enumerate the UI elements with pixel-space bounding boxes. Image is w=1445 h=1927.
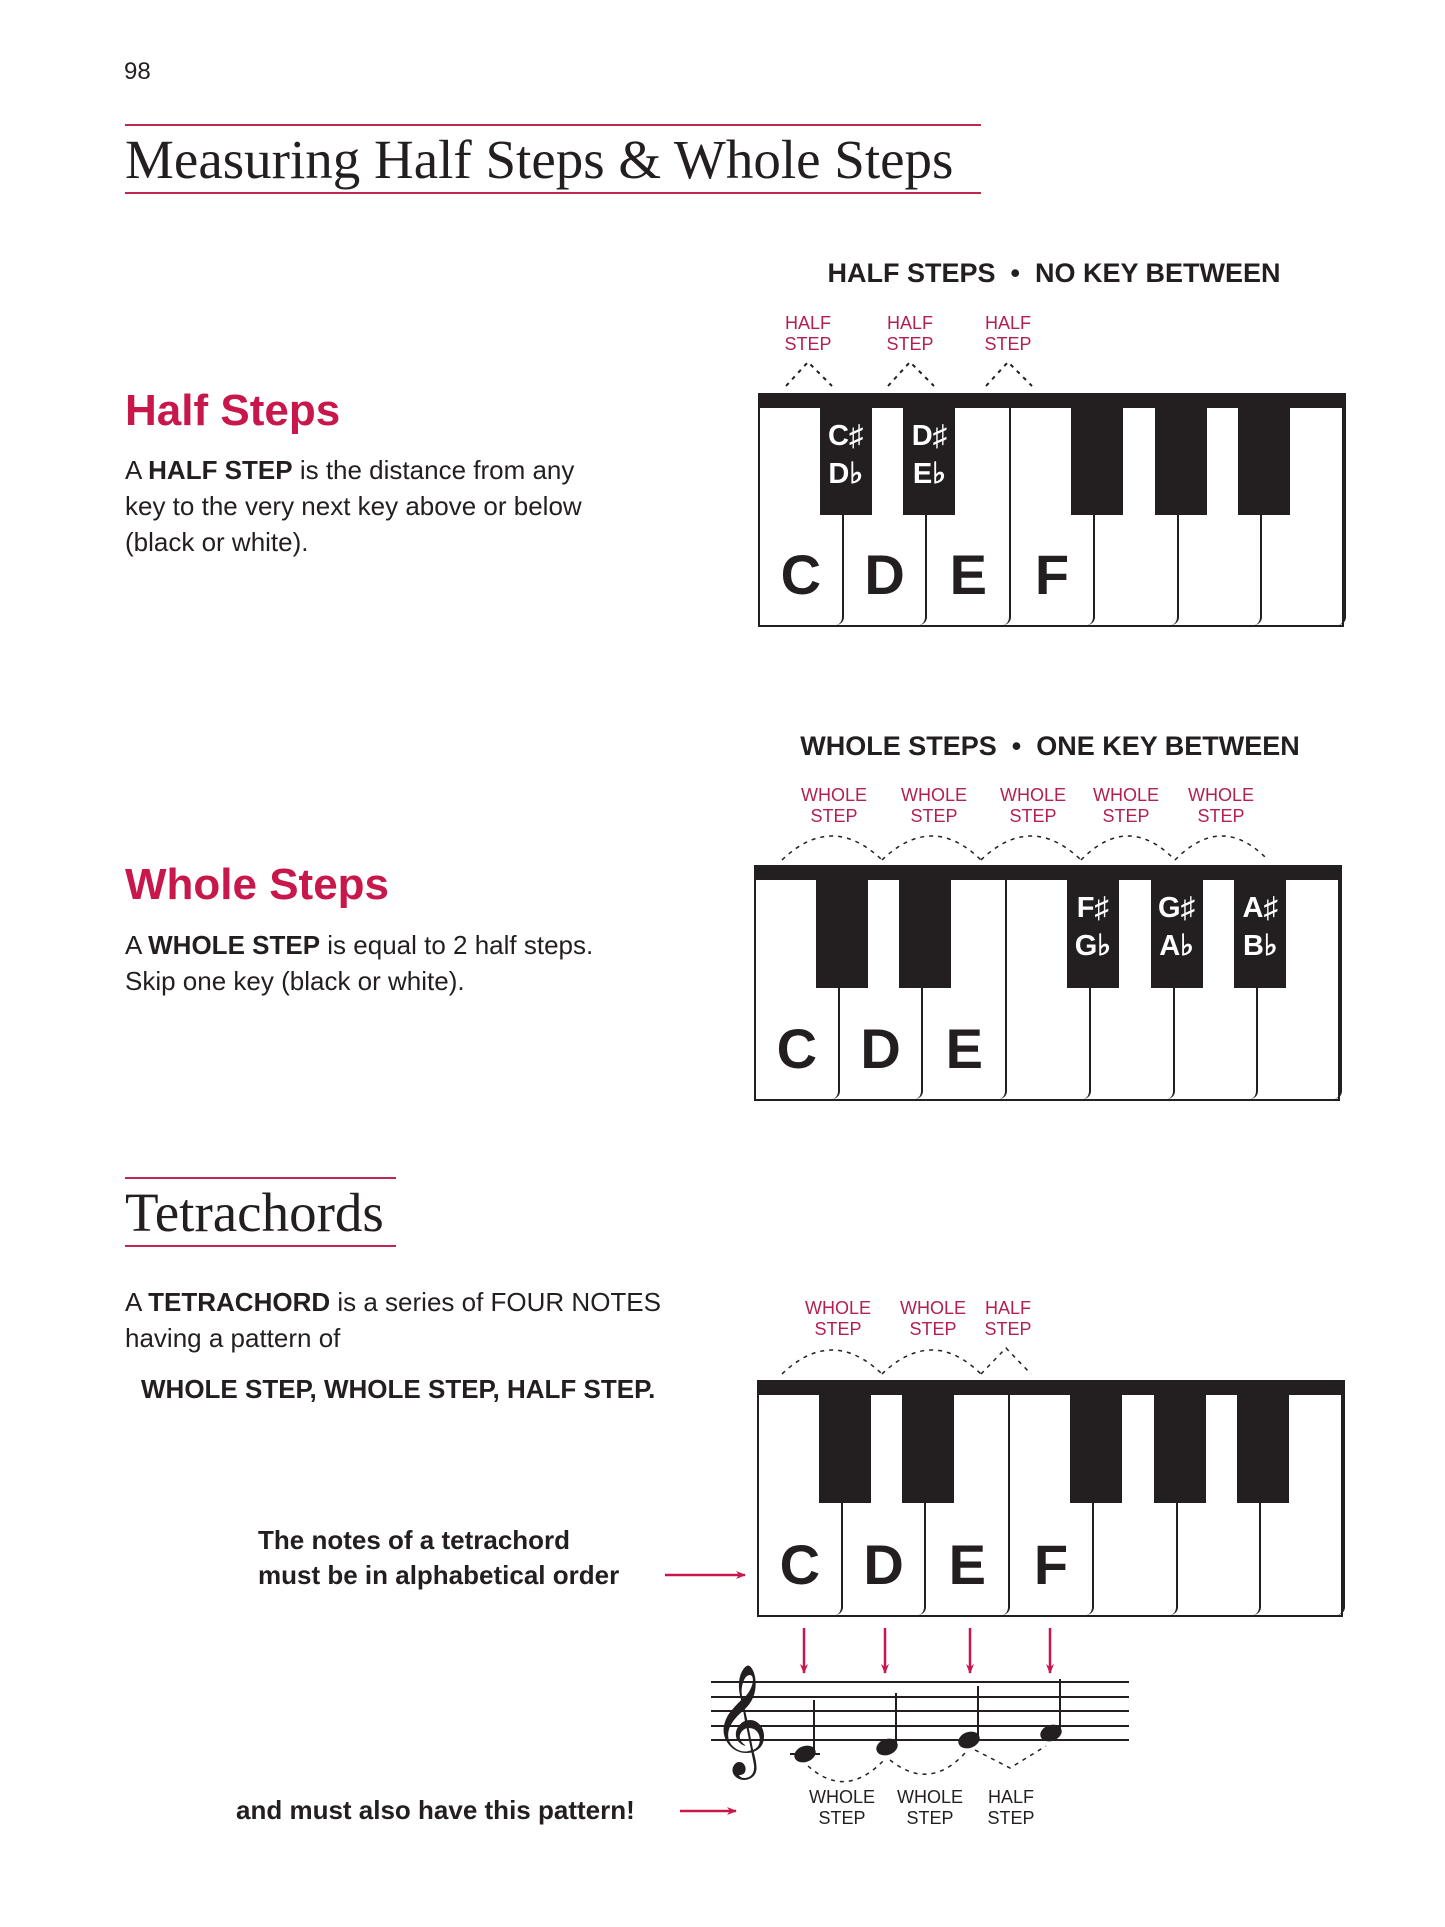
step-label-line: STEP: [906, 1808, 954, 1828]
step-label-line: WHOLE: [999, 785, 1067, 805]
step-label-line: HALF: [987, 1787, 1035, 1807]
text: is a series of FOUR NOTES: [330, 1287, 661, 1317]
sharp-name: F♯: [1076, 892, 1109, 924]
whole-steps-diagram-title: WHOLE STEPS • ONE KEY BETWEEN: [800, 731, 1300, 761]
step-label-line: STEP: [1197, 806, 1245, 826]
step-label-line: WHOLE: [800, 785, 868, 805]
step-label-line: WHOLE: [1187, 785, 1255, 805]
white-key-label: F: [1033, 1533, 1069, 1596]
step-label-line: STEP: [984, 1319, 1032, 1339]
step-label-line: WHOLE: [1092, 785, 1160, 805]
step-label-line: STEP: [784, 334, 832, 354]
term-tetrachord: TETRACHORD: [148, 1287, 331, 1317]
step-label-line: STEP: [818, 1808, 866, 1828]
text: The notes of a tetrachord: [258, 1525, 571, 1555]
text: Skip one key (black or white).: [125, 966, 465, 996]
sharp-name: G♯: [1158, 892, 1196, 924]
step-label-line: STEP: [987, 1808, 1035, 1828]
text: key to the very next key above or below: [125, 491, 582, 521]
step-label-line: WHOLE: [808, 1787, 876, 1807]
whole-steps-heading: Whole Steps: [125, 860, 390, 909]
white-key-label: D: [864, 543, 905, 606]
step-label-line: HALF: [984, 313, 1032, 333]
staff-step-arcs: [808, 1746, 1046, 1782]
page-title: Measuring Half Steps & Whole Steps: [125, 129, 954, 190]
flat-name: G♭: [1074, 930, 1111, 962]
sharp-name: D♯: [911, 420, 948, 452]
tetrachord-pattern: WHOLE STEP, WHOLE STEP, HALF STEP.: [141, 1374, 656, 1404]
staff-notes: [790, 1679, 1063, 1764]
step-label-line: STEP: [1009, 806, 1057, 826]
step-label-line: STEP: [910, 806, 958, 826]
treble-clef-icon: 𝄞: [712, 1663, 769, 1775]
white-key-label: E: [945, 1017, 983, 1080]
text: A: [125, 1287, 149, 1317]
white-key-label: C: [776, 1017, 818, 1080]
step-label-line: HALF: [784, 313, 832, 333]
white-key-label: D: [860, 1017, 901, 1080]
half-steps-heading: Half Steps: [125, 386, 341, 435]
white-key-label: E: [948, 1533, 986, 1596]
pattern-note: and must also have this pattern!: [236, 1795, 635, 1825]
white-key-label: C: [779, 1533, 821, 1596]
half-step-carets: [786, 362, 1032, 386]
step-label-line: STEP: [886, 334, 934, 354]
step-label-line: STEP: [810, 806, 858, 826]
flat-name: D♭: [828, 458, 863, 490]
term-half-step: HALF STEP: [148, 455, 293, 485]
half-steps-diagram-title: HALF STEPS • NO KEY BETWEEN: [827, 258, 1281, 288]
white-key-label: E: [949, 543, 987, 606]
step-label-line: WHOLE: [899, 1298, 967, 1318]
white-key-label: D: [863, 1533, 904, 1596]
step-label-line: STEP: [814, 1319, 862, 1339]
text: A: [125, 930, 149, 960]
text: is equal to 2 half steps.: [320, 930, 594, 960]
whole-step-arcs: [782, 836, 1268, 860]
sharp-name: A♯: [1242, 892, 1278, 924]
text: is the distance from any: [292, 455, 575, 485]
text: (black or white).: [125, 527, 309, 557]
step-label-line: STEP: [1102, 806, 1150, 826]
tetrachord-arcs: [782, 1348, 1031, 1374]
text: having a pattern of: [125, 1323, 341, 1353]
flat-name: B♭: [1242, 930, 1278, 962]
step-label-line: WHOLE: [896, 1787, 964, 1807]
sharp-name: C♯: [827, 420, 864, 452]
step-label-line: WHOLE: [804, 1298, 872, 1318]
tetrachords-heading: Tetrachords: [125, 1182, 384, 1243]
flat-name: A♭: [1159, 930, 1194, 962]
text: must be in alphabetical order: [258, 1560, 620, 1590]
step-label-line: HALF: [984, 1298, 1032, 1318]
step-label-line: STEP: [984, 334, 1032, 354]
step-label-line: STEP: [909, 1319, 957, 1339]
flat-name: E♭: [912, 458, 946, 490]
page-number: 98: [124, 58, 151, 85]
step-label-line: WHOLE: [900, 785, 968, 805]
text: A: [125, 455, 149, 485]
step-label-line: HALF: [886, 313, 934, 333]
white-key-label: F: [1034, 543, 1070, 606]
staff: [711, 1682, 1129, 1740]
term-whole-step: WHOLE STEP: [148, 930, 321, 960]
white-key-label: C: [780, 543, 822, 606]
